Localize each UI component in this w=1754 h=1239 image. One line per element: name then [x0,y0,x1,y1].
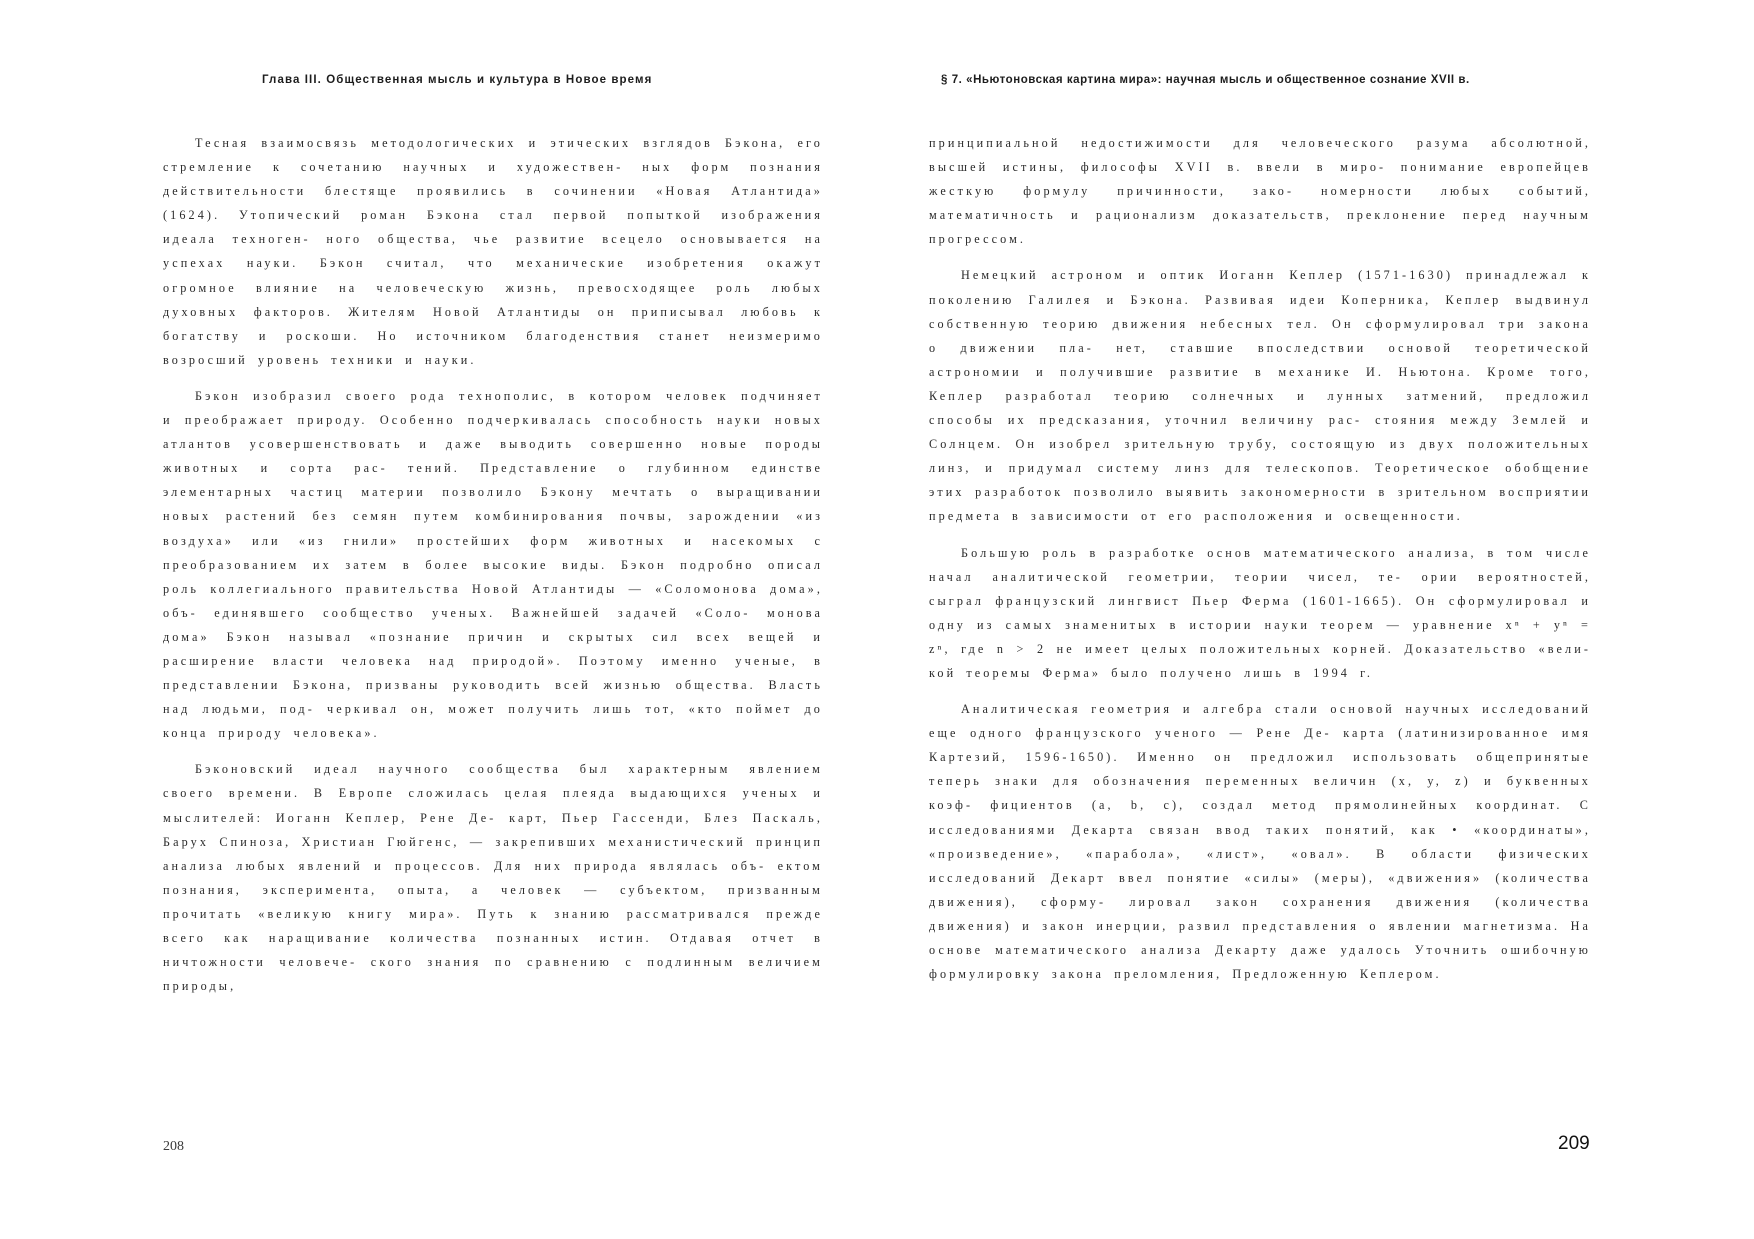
right-page [877,0,1754,1239]
page-number-right: 209 [1558,1133,1590,1154]
paragraph: Аналитическая геометрия и алгебра стали основой научных исследований еще одного французского ученого — Рене Де- карта (латинизированное имя Картезий, 1596-1650). Именно он предложил использовать общепринятые теперь знаки для обозначения переменных величин (x, y, z) и буквенных коэф- фициентов (a, b, c), создал метод прямолинейных координат. С исследованиями Декарта связан ввод таких понятий, как • «координаты», «произведение», «парабола», «лист», «овал». В области физических исследований Декарт ввел понятие «силы» (меры), «движения» (количества движения), сформу- лировал закон сохранения движения (количества движения) и закон инерции, развил представления о явлении магнетизма. На основе математического анализа Декарту даже удалось Уточнить ошибочную формулировку закона преломления, Предложенную Кеплером. [929,702,1591,982]
paragraph: принципиальной недостижимости для человеческого разума абсолютной, высшей истины, философы XVII в. ввели в миро- понимание европейцев жесткую формулу причинности, зако- номерности любых событий, математичность и рационализм доказательств, преклонение перед научным прогрессом. [929,136,1591,247]
page-number-left: 208 [163,1139,184,1154]
paragraph: Бэконовский идеал научного сообщества был характерным явлением своего времени. В Европе сложилась целая плеяда выдающихся ученых и мыслителей: Иоганн Кеплер, Рене Де- карт, Пьер Гассенди, Блез Паскаль, Барух Спиноза, Христиан Гюйгенс, — закрепивших механистический принцип анализа любых явлений и процессов. Для них природа являлась объ- ектом познания, эксперимента, опыта, а человек — субъектом, призванным прочитать «великую книгу мира». Путь к знанию рассматривался прежде всего как наращивание количества познанных истин. Отдавая отчет в ничтожности человече- ского знания по сравнению с подлинным величием природы, [163,762,823,994]
paragraph: Немецкий астроном и оптик Иоганн Кеплер (1571-1630) принадлежал к поколению Галилея и Бэкона. Развивая идеи Коперника, Кеплер выдвинул собственную теорию движения небесных тел. Он сформулировал три закона о движении пла- нет, ставшие впоследствии основой теоретической астрономии и получившие развитие в механике И. Ньютона. Кроме того, Кеплер разработал теорию солнечных и лунных затмений, предложил способы их предсказания, уточнил величину рас- стояния между Землей и Солнцем. Он изобрел зрительную трубу, состоящую из двух положительных линз, и придумал систему линз для телескопов. Теоретическое обобщение этих разработок позволило выявить закономерности в зрительном восприятии предмета в зависимости от его расположения и освещенности. [929,268,1591,524]
paragraph: Бэкон изобразил своего рода технополис, в котором человек подчиняет и преображает природу. Особенно подчеркивалась способность науки новых атлантов усовершенствовать и даже выводить совершенно новые породы животных и сорта рас- тений. Представление о глубинном единстве элементарных частиц материи позволило Бэкону мечтать о выращивании новых растений без семян путем комбинирования почвы, зарождении «из воздуха» или «из гнили» простейших форм животных и насекомых с преобразованием их затем в более высокие виды. Бэкон подробно описал роль коллегиального правительства Новой Атлантиды — «Соломонова дома», объ- единявшего сообщество ученых. Важнейшей задачей «Соло- монова дома» Бэкон называл «познание причин и скрытых сил всех вещей и расширение власти человека над природой». Поэтому именно ученые, в представлении Бэкона, призваны руководить всей жизнью общества. Власть над людьми, под- черкивал он, может получить лишь тот, «кто поймет до конца природу человека». [163,388,823,741]
running-head-left: Глава III. Общественная мысль и культура в Новое время [262,74,653,86]
right-page-body [929,131,1591,998]
running-head-right: § 7. «Ньютоновская картина мира»: научная мысль и общественное сознание XVII в. [941,74,1470,86]
paragraph: Тесная взаимосвязь методологических и этических взглядов Бэкона, его стремление к сочетанию научных и художествен- ных форм познания действительности блестяще проявились в сочинении «Новая Атлантида» (1624). Утопический роман Бэкона стал первой попыткой изображения идеала техноген- ного общества, чье развитие всецело основывается на успехах науки. Бэкон считал, что механические изобретения окажут огромное влияние на человеческую жизнь, превосходящее роль любых духовных факторов. Жителям Новой Атлантиды он приписывал любовь к богатству и роскоши. Но источником благоденствия станет неизмеримо возросший уровень техники и науки. [163,136,823,367]
paragraph: Большую роль в разработке основ математического анализа, в том числе начал аналитической геометрии, теории чисел, те- ории вероятностей, сыграл французский лингвист Пьер Ферма (1601-1665). Он сформулировал и одну из самых знаменитых в истории науки теорем — уравнение xⁿ + yⁿ = zⁿ, где n > 2 не имеет целых положительных корней. Доказательство «вели- кой теоремы Ферма» было получено лишь в 1994 г. [929,545,1591,680]
left-page-body [163,131,823,1010]
